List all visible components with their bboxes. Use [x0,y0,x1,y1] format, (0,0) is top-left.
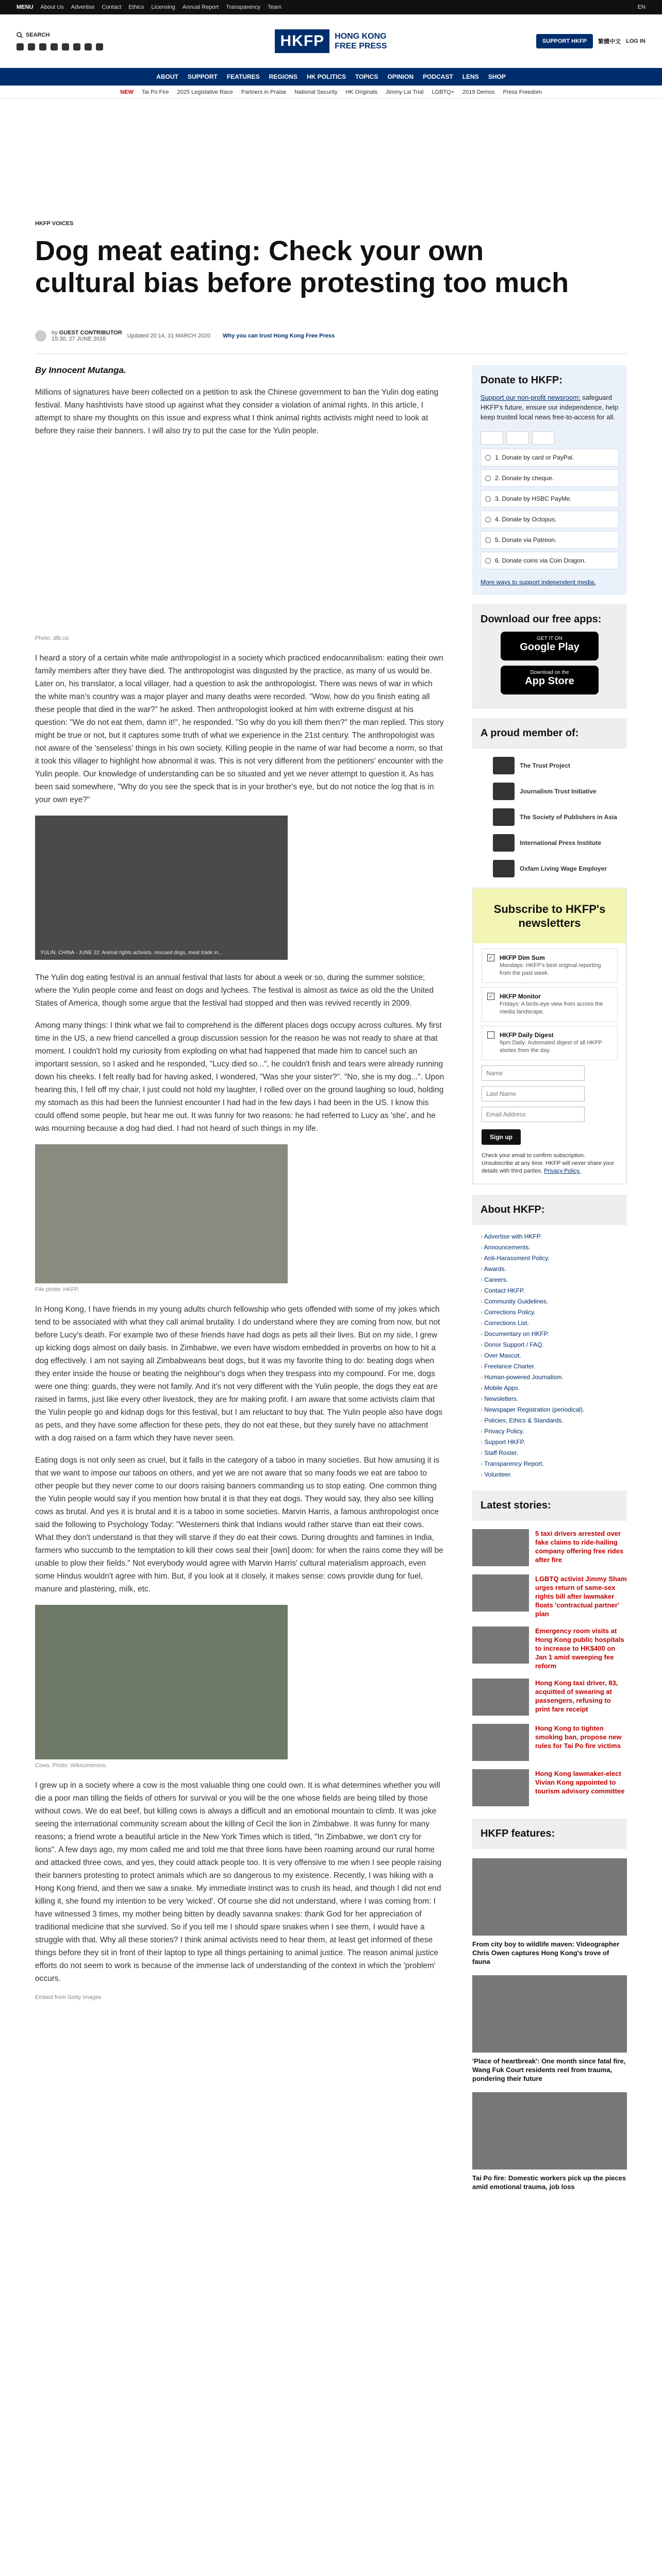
radio-icon [485,517,491,522]
login-link[interactable]: LOG IN [626,38,646,44]
donate-option-octopus[interactable] [481,511,619,528]
member-label: The Trust Project [520,762,571,769]
newsletter-title: Subscribe to HKFP's newsletters [493,903,606,929]
publish-date: 15:30, 27 JUNE 2016 [52,336,106,342]
search-label: SEARCH [26,31,50,38]
article-body [35,365,444,2191]
appstore-small: Download on the [530,670,569,675]
about-link[interactable]: › Corrections Policy. [481,1307,627,1318]
member-label: International Press Institute [520,839,602,846]
topbar-link-contact[interactable]: Contact [102,4,122,10]
signup-button[interactable]: Sign up [482,1129,521,1145]
newsletter-option-dim-sum[interactable] [482,948,618,983]
about-link[interactable]: › Anti-Harassment Policy. [481,1253,627,1264]
member-trust-project[interactable] [493,757,627,774]
x-icon[interactable] [28,43,35,50]
donate-option-label: 4. Donate by Octopus. [495,516,557,523]
paragraph: In Hong Kong, I have friends in my young adults church fellowship who gets offended with some of my jokes which tend to be associated with what they call animal brutality. I do understand where they are coming from now, but not before Lucy's death. For example two of these friends have had dogs as pets all their lives. But on my side, I grew up kicking dogs almost on daily basis. In Zimbabwe, we even have wisdom embedded in proverbs on how to hit a dog effectively. I am not saying all Zimbabweans beat dogs, but it was my favorite thing to do: beating dogs when they enter inside the house or beating the neighbour's dogs when they trespass into my compound. For me, dogs were one thing: guards, they were not family. And it's not very different with the Yulin people, the dogs they eat are raised in farms, just like every other livestock, they are for making profit. I am aware that some activists claim that the Yulin people go and kidnap dogs for this festival, but I am reluctant to buy that. The Yulin people also have dogs as pets, and they have some affection for these pets, they do not eat these, but they surely have no attachment with a dog raised on a farm which they have never seen. [35,1305,443,1443]
paragraph: Among many things: I think what we fail to comprehend is the different places dogs occupy across cultures. My first time in the US, a new friend cancelled a group discussion session for the reason he was not ready to share at that moment. I couldn't hold my curiosity from exploding on what had happened that made him to cancel such an important session, so I asked and he responded, "Lucy died so...", he couldn't finish and tears were already running down his cheeks. I felt really bad for having asked, I wondered, "Was she your sister?". "No, she is my dog...". Upon hearing this, I fell off my chair, I just could not hold my laughter, I rolled over on the ground laughing so loud, holding my stomach as this had been the funniest encounter I had had in the few days I had been in the US. I know this could offend some people, but hear me out. It was funny for two reasons: he had referred to Lucy as 'she', and he was mourning because a dog had died. I had not heard of such things in my life. [35,1021,444,1133]
menu-button[interactable]: MENU [16,4,34,10]
search-toggle[interactable] [16,32,212,38]
sopa-logo [493,808,515,826]
newsletter-name: HKFP Dim Sum [500,954,545,961]
linkedin-icon[interactable] [73,43,80,50]
about-title: About HKFP: [481,1204,545,1215]
nav-support[interactable]: SUPPORT [187,73,218,80]
about-link[interactable]: › Privacy Policy. [481,1426,627,1437]
spacer [473,943,626,948]
logo-text [335,31,387,51]
member-title: A proud member of: [481,727,579,739]
newsletter-desc: Mondays: HKFP's best original reporting from the past week. [500,962,601,976]
gplay-big: Google Play [520,641,580,653]
feature-headline: From city boy to wildlife maven: Videographer Chris Owen captures Hong Kong's trove of fauna [472,1940,620,1965]
donate-intro-text: safeguard HKFP's future, ensure our independence, help keep trusted local news free-to-access for all. [481,394,618,421]
donate-option-cheque[interactable] [481,469,619,487]
header-divider [35,353,627,354]
latest-title: Latest stories: [481,1500,551,1511]
site-logo[interactable] [212,29,450,53]
author-link[interactable]: GUEST CONTRIBUTOR [59,330,122,336]
newsletter-widget [472,888,627,1184]
email-input[interactable] [482,1107,585,1122]
article-title: Dog meat eating: Check your own cultural bias before protesting too much [35,235,569,298]
member-list [472,757,627,888]
about-link[interactable]: › Newspaper Registration (periodical). [481,1404,627,1415]
feature-story[interactable] [472,1975,627,2083]
latest-story[interactable] [472,1769,627,1806]
paragraph: Millions of signatures have been collected on a petition to ask the Chinese government to ban the Yulin dog eating festival. Many hashtivists have stood up against what they consider a violation of animal rights. In this article, I attempt to share my thoughts on this issue and express what I think animal rights activists might need to look at before they raise their banners. I will also try to put the case for the Yulin people. [35,388,439,435]
dog-photo [35,1144,288,1283]
festival-photo [35,816,288,960]
feature-story[interactable] [472,2092,627,2191]
about-link[interactable]: › Corrections List. [481,1318,627,1329]
chinese-toggle[interactable]: 繁體中文 [598,38,621,45]
cows-photo [35,1605,288,1759]
newsletter-desc: 9pm Daily: Automated digest of all HKFP stories from the day. [500,1040,602,1054]
facebook-icon[interactable] [16,43,24,50]
byline-by: by [52,330,58,336]
gplay-small: GET IT ON [537,636,562,641]
nav-opinion[interactable]: OPINION [387,73,414,80]
article-header [0,221,662,354]
story-thumbnail [472,1529,529,1566]
trending-item[interactable]: Press Freedom [503,89,542,95]
content-columns [0,365,662,2191]
member-label: Journalism Trust Initiative [520,788,597,795]
apps-widget [472,604,627,709]
byline-author [52,330,122,342]
donate-option-label: 3. Donate by HSBC PayMe. [495,495,572,502]
oxfam-logo [493,860,515,877]
trending-item[interactable]: Partners in Praise [241,89,287,95]
story-headline: Hong Kong lawmaker-elect Vivian Kong appointed to tourism advisory committee [535,1770,625,1795]
member-sopa[interactable] [493,808,627,826]
newsletter-note [482,1152,618,1175]
image-caption: Photo: dfb.co. [35,635,70,641]
sidebar [472,365,627,2191]
latest-story[interactable] [472,1626,627,1670]
nav-regions[interactable]: REGIONS [269,73,297,80]
radio-icon [485,537,491,543]
trending-item[interactable]: Tai Po Fire [141,89,169,95]
donate-widget [472,365,627,595]
topbar-link-team[interactable]: Team [268,4,282,10]
last-name-input[interactable] [482,1086,585,1101]
header-right [450,34,646,48]
appstore-big: App Store [525,675,574,687]
radio-icon [485,455,491,461]
paragraph: I grew up in a society where a cow is the most valuable thing one could own. It is what determines whether you will die a poor man tilling the fields of others for survival or you will be the one whose fields are being tilled by those without cows. We do eat beef, but killing cows is always a difficult and an emotional mountain to climb. It was joke seeing the international community scream about the killing of Cecil the lion in Zimbabwe. It was funny for many reasons; a friend wrote a beautiful article in the New York Times which is titled, "In Zimbabwe, we don't cry for lions". A few days ago, my mom called me and told me that three lions have been roaming around our rural home and attacked three cows, and yes, they could attack people too. It is very offensive to me when I see people raising their banners protesting to protect animals which are so dangerous to my existence. Recently, I was hiking with a Hong Kong friend, and then we saw a snake. My immediate instinct was to crush its head, and though I did not end killing it, she found my intention to be very 'wicked'. Of course she did not understand, where I was coming from: I have witnessed 3 times, my mother being bitten by deadly savanna snakes: thank God for her appreciation of traditional medicine that she survived. So if you tell me I should spare snakes when I see them, I would have a struggle with that. Why all these stories? I think animal activists need to hear them, at least get informed of these things before they sit in front of their laptop to type all things pertaining to animal justice. The reason animal justice efforts do not seem to work is because of the immense lack of understanding of the context in which the 'problem' occurs. [35,1781,442,1983]
member-oxfam[interactable] [493,860,627,877]
checkbox-checked-icon[interactable]: ✓ [487,954,494,961]
trending-item[interactable]: LGBTQ+ [432,89,455,95]
member-widget-title [472,718,627,749]
trending-item[interactable]: Jimmy Lai Trial [386,89,424,95]
about-link[interactable]: › Staff Roster. [481,1448,627,1459]
donate-intro [481,393,619,422]
newsletter-option-text [500,1031,612,1055]
logo-line-1: HONG KONG [335,31,387,41]
topbar-link-advertise[interactable]: Advertise [71,4,95,10]
newsletter-desc: Fridays: A birds-eye view from across the media landscape. [500,1001,603,1015]
payment-icons [481,431,619,445]
nav-features[interactable]: FEATURES [226,73,260,80]
nav-lens[interactable]: LENS [462,73,479,80]
app-store-button[interactable] [501,666,599,694]
topbar-link-annual-report[interactable]: Annual Report [182,4,219,10]
privacy-policy-link[interactable]: Privacy Policy. [544,1168,581,1174]
story-thumbnail [472,1769,529,1806]
donate-option-coins[interactable] [481,552,619,569]
trending-item[interactable]: National Security [294,89,338,95]
photo-overlay-caption: YULIN, CHINA - JUNE 22: Animal rights activists, rescued dogs, meat trade in... [40,950,223,956]
trust-project-logo [493,757,515,774]
header-left [16,32,212,50]
about-link[interactable]: › Support HKFP. [481,1437,627,1448]
byline [35,330,627,342]
nav-hk-politics[interactable]: HK POLITICS [306,73,346,80]
donate-option-payme[interactable] [481,490,619,507]
member-label: Oxfam Living Wage Employer [520,865,607,872]
nav-about[interactable]: ABOUT [156,73,178,80]
member-ipi[interactable] [493,834,627,852]
logo-mark: HKFP [275,29,329,53]
paragraph: Eating dogs is not only seen as cruel, but it falls in the category of a taboo in many societies. But how amusing it is that we want to impose our taboos on others, and yet we are not aware that so many foods we eat are taboo to other people but they never come to our doors raising banners commanding us to stop eating. One common thing the Yulin people would say if you mention how brutal it is that they eat dogs. They would say, they also see killing cows as brutal. And yes it is brutal and it is a taboo in some societies. Marvin Harris, a famous anthropologist once said the following to Psychology Today: "Westerners think that Indians would rather starve than eat their cows. What they don't understand is that they will starve if they do eat their cows. During droughts and famines in India, farmers who succumb to the temptation to kill their cows seal their [own] doom: for when the rains come they will be unable to plow their fields." Not everybody would agree with Marvin Harris' cultural materialism approach, even some Hindus wouldn't agree with him. But, if you look at it closely, it makes sense: cows provide dung for fuel, manure and plastering, milk, etc. [35,1456,443,1594]
main-nav [0,68,662,86]
about-link[interactable]: › Contact HKFP. [481,1285,627,1296]
latest-widget-title [472,1490,627,1521]
features-widget-title [472,1819,627,1849]
donate-option-label: 1. Donate by card or PayPal. [495,454,574,461]
embedded-media-placeholder [35,447,444,632]
instagram-icon[interactable] [39,43,46,50]
topbar-link-about[interactable]: About Us [40,4,64,10]
trending-item[interactable]: 2019 Demos [462,89,495,95]
apps-title: Download our free apps: [481,614,602,625]
story-headline: Hong Kong to tighten smoking ban, propose new rules for Tai Po fire victims [535,1724,622,1750]
features-title: HKFP features: [481,1828,555,1839]
about-link[interactable]: › Community Guidelines. [481,1296,627,1307]
story-thumbnail [472,1574,529,1612]
paypal-icon [532,431,555,445]
social-links [16,43,212,50]
site-header [0,14,662,68]
latest-story[interactable] [472,1679,627,1716]
newsletter-name: HKFP Monitor [500,993,541,1000]
getty-embed-label: Embed from Getty Images [35,1994,102,2001]
nav-topics[interactable]: TOPICS [355,73,378,80]
rss-icon[interactable] [96,43,103,50]
member-jti[interactable] [493,783,627,800]
topbar-link-licensing[interactable]: Licensing [151,4,175,10]
about-link[interactable]: › Over Mascot. [481,1350,627,1361]
about-link[interactable]: › Transparency Report. [481,1459,627,1469]
about-link[interactable]: › Awards. [481,1264,627,1275]
story-headline: 5 taxi drivers arrested over fake claims to ride-hailing company offering free rides after fire [535,1530,624,1564]
newsletter-option-daily-digest[interactable] [482,1026,618,1060]
story-headline: LGBTQ activist Jimmy Sham urges return of same-sex rights bill after lawmaker floats 'contractual partner' plan [535,1575,627,1618]
donate-option-label: 2. Donate by cheque. [495,474,554,482]
trust-link[interactable]: Why you can trust Hong Kong Free Press [223,333,335,339]
about-widget-title [472,1195,627,1225]
about-links [472,1231,627,1480]
latest-story[interactable] [472,1724,627,1761]
updated-date: Updated 20:14, 31 MARCH 2020 [127,333,211,339]
about-link[interactable]: › Freelance Charter. [481,1361,627,1372]
paragraph: The Yulin dog eating festival is an annual festival that lasts for about a week or so, during the summer solstice; where the Yulin people come and feast on dogs and lychees. The festival is almost as twice as old the the United States of America, though some argue that the festival had stopped and then was revived recently in 2009. [35,973,434,1008]
newsletter-name: HKFP Daily Digest [500,1031,554,1039]
about-link[interactable]: › Documentary on HKFP. [481,1329,627,1340]
mastercard-icon [506,431,529,445]
checkbox-checked-icon[interactable]: ✓ [487,993,494,1000]
logo-line-2: FREE PRESS [335,41,387,50]
story-thumbnail [472,1679,529,1716]
nav-shop[interactable]: SHOP [488,73,506,80]
donate-option-label: 6. Donate coins via Coin Dragon. [495,557,586,564]
about-link[interactable]: › Newsletters. [481,1394,627,1404]
trending-item[interactable]: HK Originals [345,89,378,95]
feature-image [472,1975,627,2053]
jti-logo [493,783,515,800]
latest-story[interactable] [472,1529,627,1566]
topbar-lang[interactable]: EN [637,4,646,10]
trending-bar [0,86,662,99]
story-thumbnail [472,1626,529,1664]
newsletter-note-text: Check your email to confirm subscription. Unsubscribe at any time. HKFP will never share your details with third parties. [482,1153,615,1174]
latest-story[interactable] [472,1574,627,1618]
author-avatar [35,330,46,342]
article-kicker[interactable]: HKFP VOICES [35,221,74,227]
about-link[interactable]: › Mobile Apps. [481,1383,627,1394]
donate-intro-link[interactable]: Support our non-profit newsroom: [481,394,581,401]
about-link[interactable]: › Advertise with HKFP. [481,1231,627,1242]
feature-story[interactable] [472,1858,627,1966]
story-headline: Emergency room visits at Hong Kong public hospitals to increase to HK$400 on Jan 1 amid sweeping fee reform [535,1627,624,1670]
nav-podcast[interactable]: PODCAST [423,73,453,80]
google-play-button[interactable] [501,632,599,660]
checkbox-icon[interactable] [487,1031,494,1039]
latest-list [472,1529,627,1806]
newsletter-option-text [500,954,612,977]
about-link[interactable]: › Donor Support / FAQ. [481,1340,627,1350]
radio-icon [485,496,491,502]
top-utility-bar [0,0,662,14]
donate-option-label: 5. Donate via Patreon. [495,536,557,544]
trending-label: NEW [120,89,134,95]
newsletter-option-monitor[interactable] [482,987,618,1022]
feature-headline: 'Place of heartbreak': One month since fatal fire, Wang Fuk Court residents reel from trauma, pondering their future [472,2057,626,2082]
youtube-icon[interactable] [62,43,69,50]
donate-title: Donate to HKFP: [481,375,562,386]
about-link[interactable]: › Policies, Ethics & Standards. [481,1415,627,1426]
story-thumbnail [472,1724,529,1761]
newsletter-option-text [500,993,612,1016]
search-icon [16,32,23,38]
feature-image [472,1858,627,1936]
telegram-icon[interactable] [85,43,92,50]
name-input[interactable] [482,1065,585,1081]
feature-image [472,2092,627,2170]
support-hkfp-button[interactable]: SUPPORT HKFP [536,34,593,48]
about-link[interactable]: › Human-powered Journalism. [481,1372,627,1383]
threads-icon[interactable] [51,43,58,50]
logo-box [275,29,387,53]
radio-icon [485,558,491,564]
visa-icon [481,431,503,445]
trending-item[interactable]: 2025 Legislative Race [177,89,233,95]
paragraph: I heard a story of a certain white male anthropologist in a society which practiced endocannibalism: eating their own family members after they have died. The anthropologist was disgusted by the practice, as many of us would be. Later on, his translator, a local villager, had a question to ask the anthropologist. There was news of war in which the white man's country was a major player and many deaths were recorded. "Wow, how do you finish eating all these people that died in the war?" he asked. Then anthropologist looked at him with extreme disgust at his question: "We do not eat them, damn it!", he responded. "So why do you kill them then?" the man replied. This story might be true or not, but it captures some truth of what we experience in the 21st century. The anthropologist was not aware of the 'senseless' things in his own society. Killing people in the name of war had become a norm, so that it took this villager to highlight how abnormal it was. This is not very different from the petitioners' encounter with the Yulin people. Our knowledge of understanding can be so situated and yet we never attempt to question it. As has been said somewhere, "Why do you see the speck that is in your brother's eye, but do not notice the log that is in your own eye?" [35,654,444,804]
image-caption: Cows. Photo: Wikicommons. [35,1762,107,1769]
ipi-logo [493,834,515,852]
newsletter-header [473,889,626,943]
about-link[interactable]: › Careers. [481,1275,627,1285]
donate-option-patreon[interactable] [481,531,619,549]
about-link[interactable]: › Volunteer. [481,1469,627,1480]
story-headline: Hong Kong taxi driver, 83, acquitted of swearing at passengers, refusing to print fare receipt [535,1679,618,1713]
author-line: By Innocent Mutanga. [35,365,126,375]
feature-headline: Tai Po fire: Domestic workers pick up the pieces amid emotional trauma, job loss [472,2174,626,2191]
about-link[interactable]: › Announcements. [481,1242,627,1253]
topbar-link-transparency[interactable]: Transparency [226,4,261,10]
donate-option-card[interactable] [481,449,619,466]
member-label: The Society of Publishers in Asia [520,814,617,821]
radio-icon [485,476,491,481]
more-ways-link[interactable]: More ways to support independent media. [481,579,596,586]
image-caption: File photo: HKFP. [35,1286,79,1293]
topbar-link-ethics[interactable]: Ethics [128,4,144,10]
